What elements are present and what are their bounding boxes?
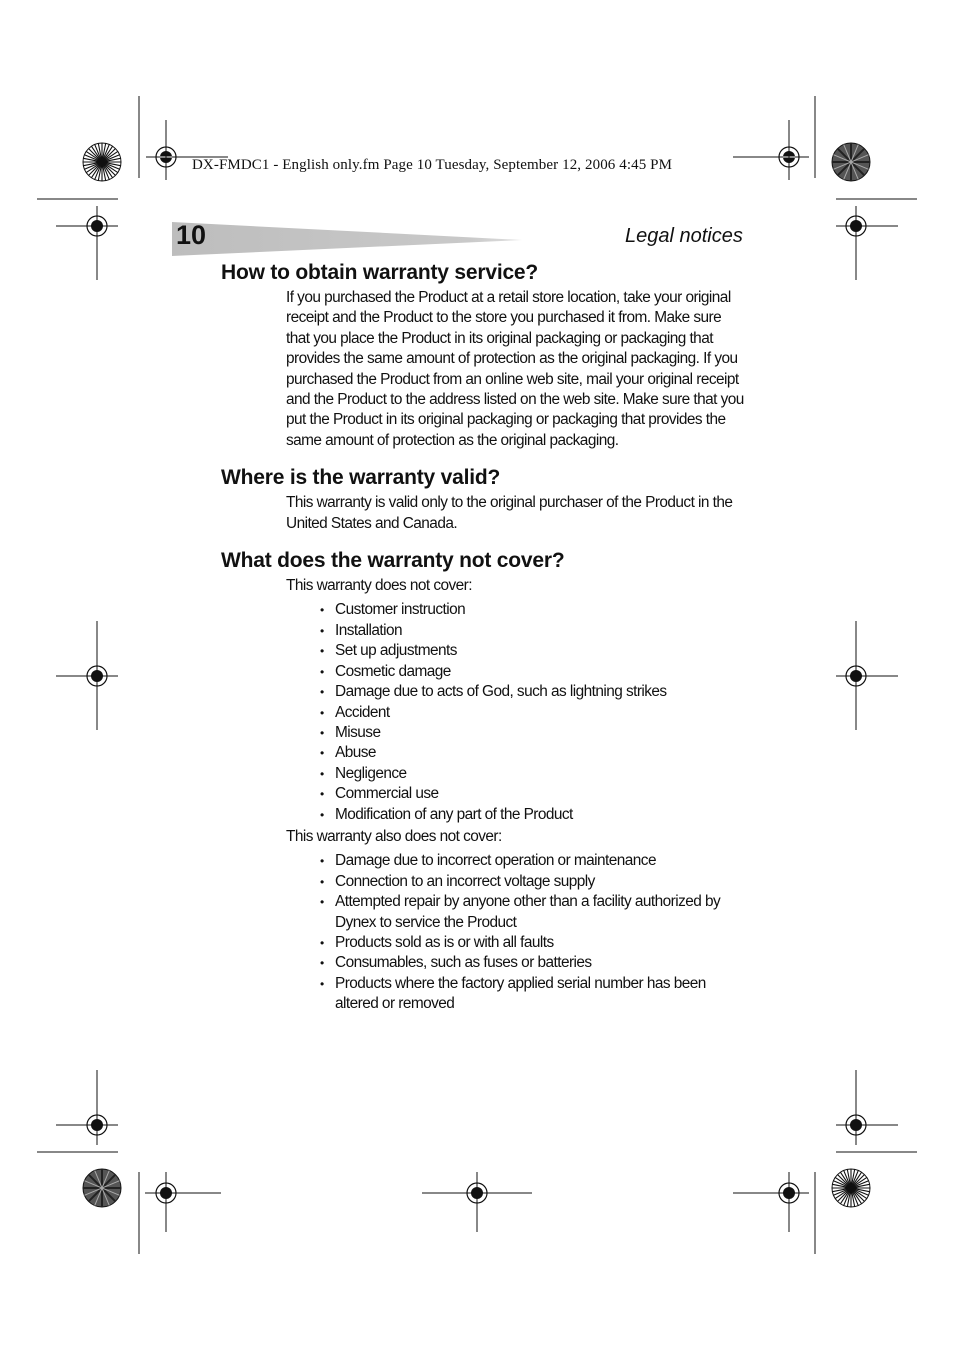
list-item: • Products sold as is or with all faults xyxy=(320,933,745,953)
list-item: • Customer instruction xyxy=(320,600,745,620)
list-item: • Installation xyxy=(320,621,745,641)
page-number: 10 xyxy=(176,220,207,250)
paragraph-obtain-service: If you purchased the Product at a retail store location, take your original receipt and the Product to the store you purchased it from. Make sure that you place the Product in its original packaging or packaging that provides the same amount of protection as the original packaging. If you purchased the Product from an online web site, mail your original receipt and the Product to the address listed on the web site. Make sure that you put the Product in its original packaging or packaging that provides the same amount of protection as the original packaging. xyxy=(286,289,744,449)
list-item: • Attempted repair by anyone other than a facility authorized by Dynex to service the Product xyxy=(320,892,745,933)
list-item: • Modification of any part of the Product xyxy=(320,805,745,825)
list-item: • Accident xyxy=(320,703,745,723)
list-item: • Abuse xyxy=(320,743,745,763)
list-item: • Negligence xyxy=(320,764,745,784)
heading-warranty-valid: Where is the warranty valid? xyxy=(221,466,501,490)
paragraph-not-cover-intro: This warranty does not cover: xyxy=(286,577,472,595)
paragraph-warranty-valid: This warranty is valid only to the original purchaser of the Product in the United States and Canada. xyxy=(286,494,733,532)
document-body xyxy=(221,258,751,1015)
list-item: • Consumables, such as fuses or batteries xyxy=(320,953,745,973)
list-item: • Commercial use xyxy=(320,784,745,804)
print-slug: DX-FMDC1 - English only.fm Page 10 Tuesday, September 12, 2006 4:45 PM xyxy=(192,157,673,173)
section-title: Legal notices xyxy=(625,225,743,247)
not-cover-list xyxy=(221,600,751,824)
list-item: • Products where the factory applied serial number has been altered or removed xyxy=(320,974,745,1015)
list-item: • Connection to an incorrect voltage supply xyxy=(320,872,745,892)
list-item: • Set up adjustments xyxy=(320,641,745,661)
also-not-cover-list xyxy=(221,851,751,1014)
list-item: • Cosmetic damage xyxy=(320,662,745,682)
list-item: • Damage due to acts of God, such as lightning strikes xyxy=(320,682,745,702)
list-item: • Damage due to incorrect operation or maintenance xyxy=(320,851,745,871)
heading-obtain-service: How to obtain warranty service? xyxy=(221,261,539,284)
paragraph-also-not-cover: This warranty also does not cover: xyxy=(286,827,502,845)
header-bar xyxy=(172,222,532,256)
heading-not-cover: What does the warranty not cover? xyxy=(221,549,565,573)
list-item: • Misuse xyxy=(320,723,745,743)
